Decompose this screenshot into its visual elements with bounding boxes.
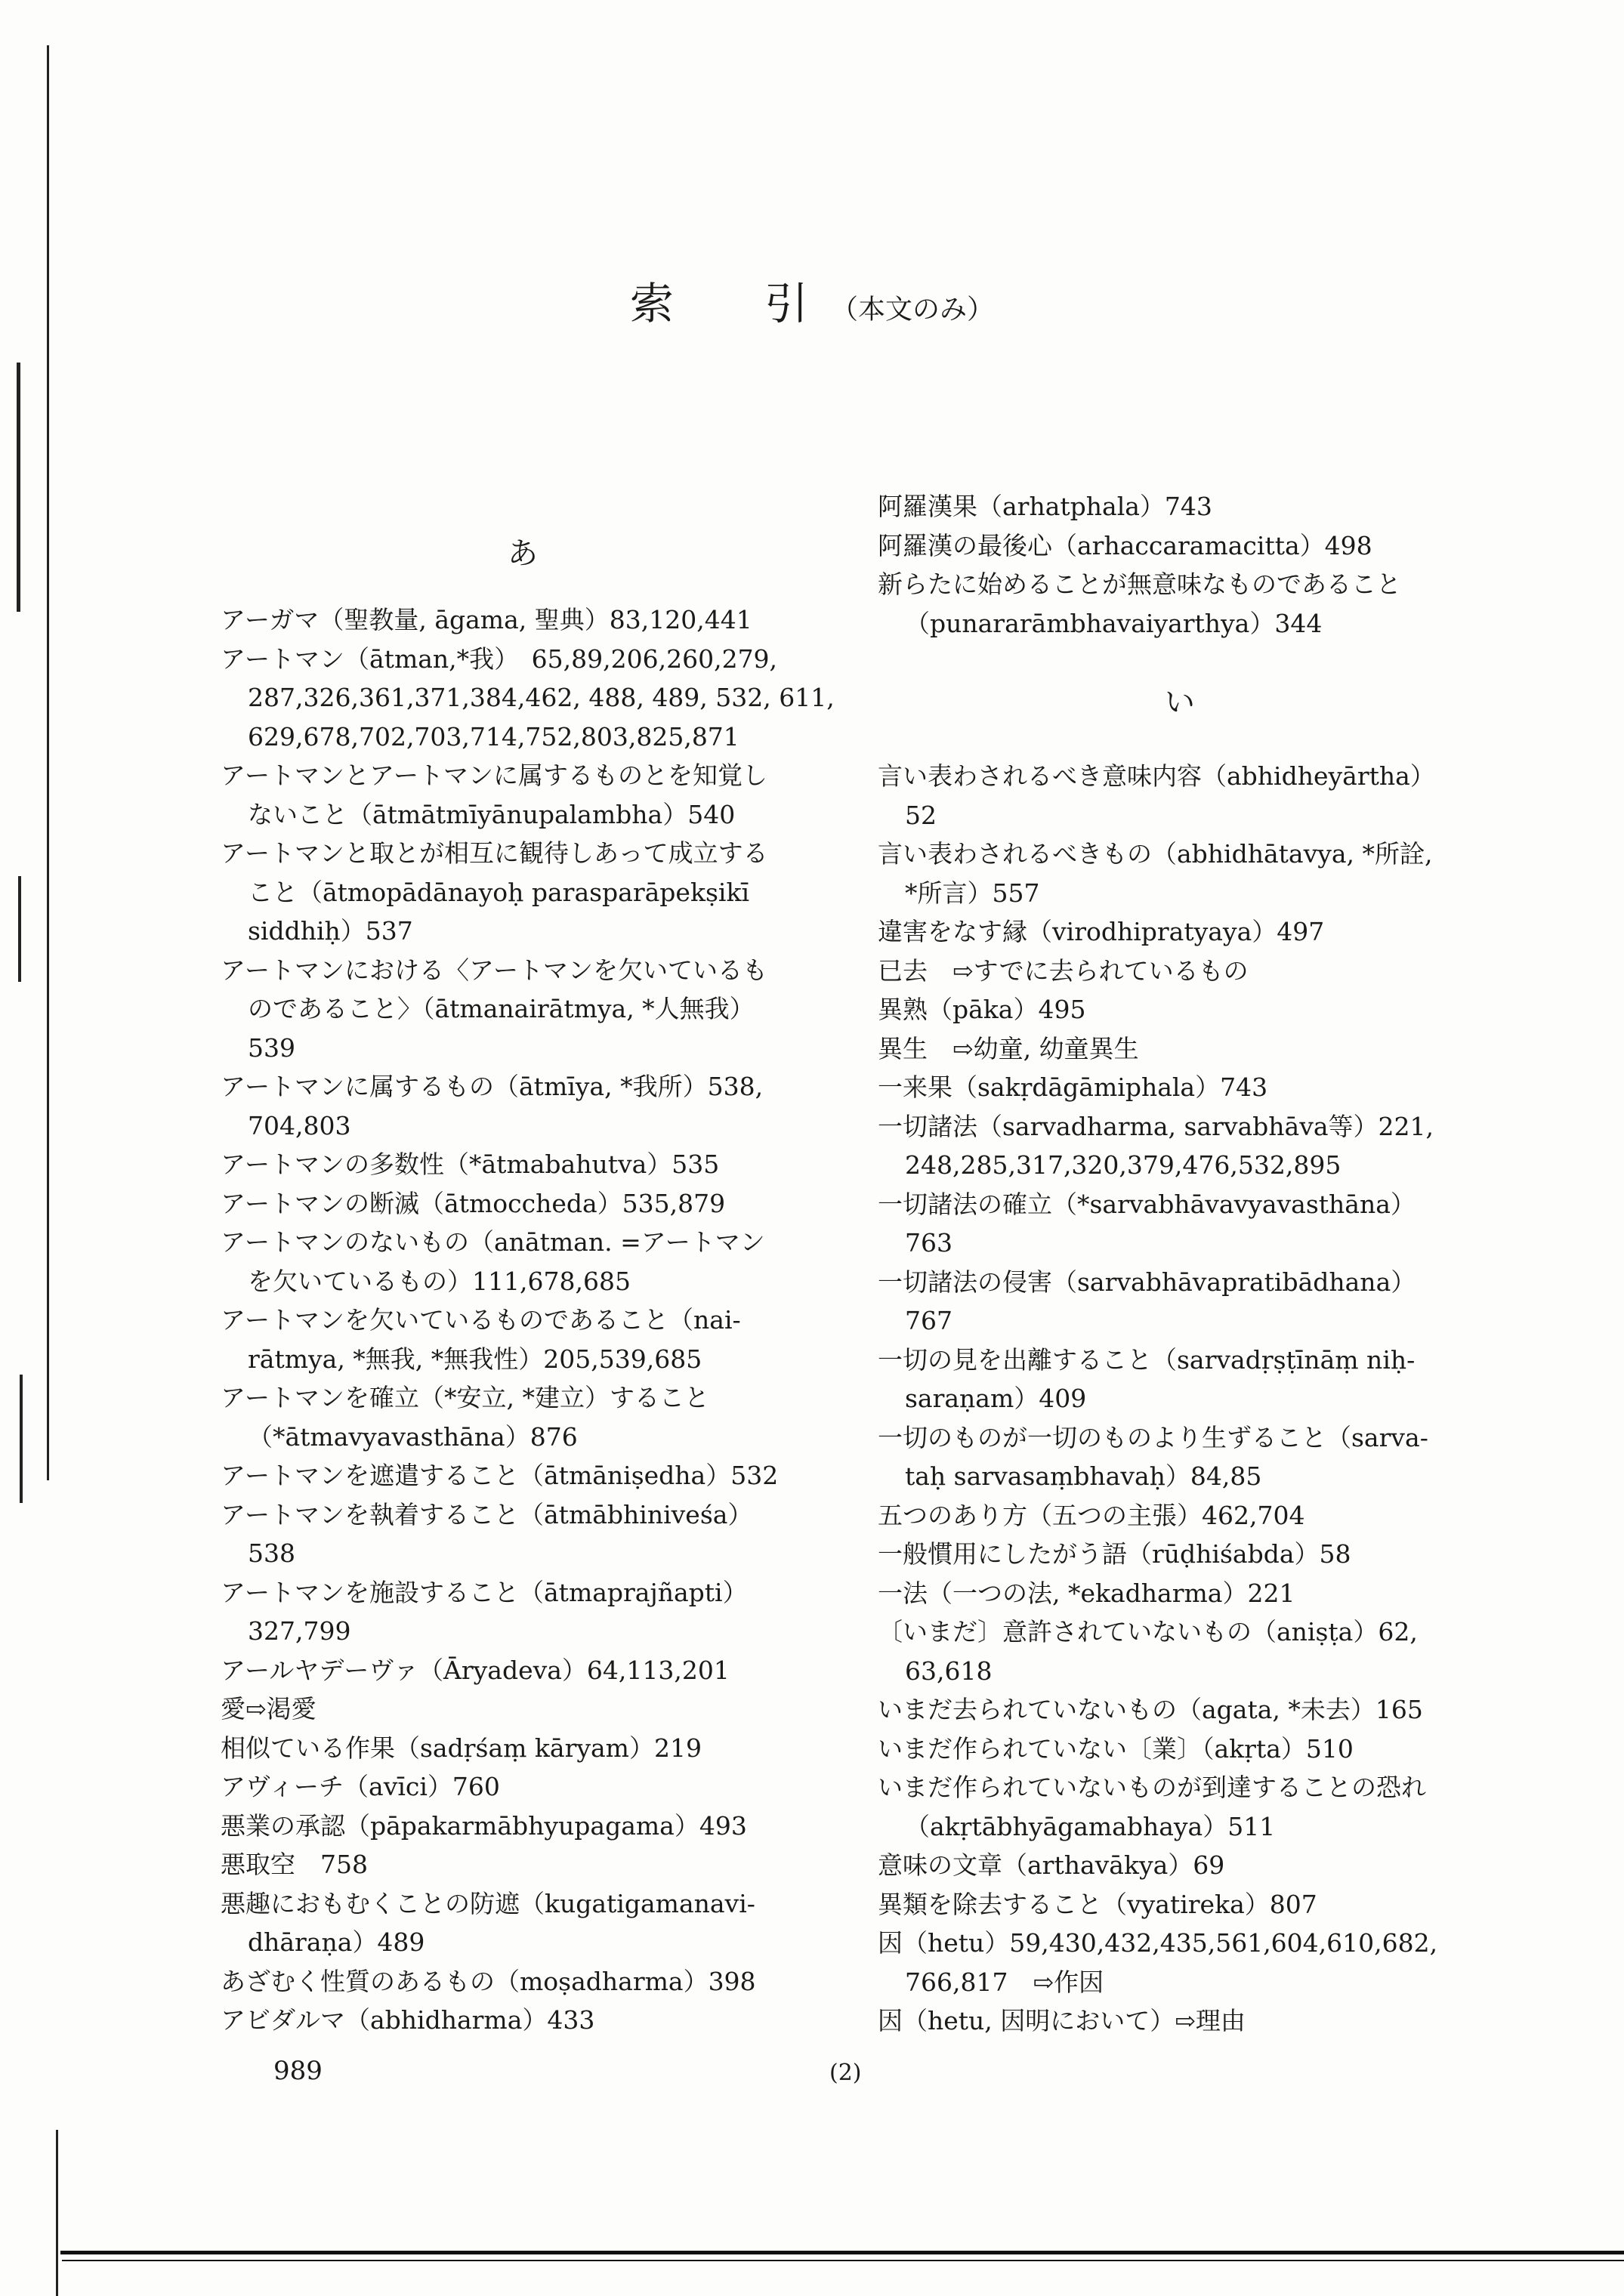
- index-entry: [221, 1378, 709, 1456]
- index-entry-term: アートマンを遮遣すること（ātmāniṣedha）532: [221, 1461, 779, 1490]
- index-entry-term: あざむく性質のあるもの（moṣadharma）398: [221, 1966, 756, 1996]
- index-entry: [878, 757, 1435, 835]
- index-entry-continuation: のであること〉（ātmanairātmya, *人無我）: [248, 994, 755, 1023]
- index-entry-term: 一来果（sakṛdāgāmiphala）743: [878, 1072, 1268, 1102]
- index-entry: [221, 1184, 725, 1224]
- index-entry: [878, 1730, 1354, 1769]
- index-entry: [878, 1029, 1139, 1069]
- index-entry: [221, 951, 767, 1068]
- index-entry-term: 一切諸法の侵害（sarvabhāvapratibādhana）: [878, 1267, 1416, 1297]
- section-number: (2): [829, 2060, 862, 2086]
- index-entry: [878, 1924, 1437, 2001]
- index-entry-term: アートマンを欠いているものであること（nai-: [221, 1305, 741, 1335]
- index-entry: [221, 1845, 368, 1884]
- index-entry-term: 已去 ⇨すでに去られているもの: [878, 955, 1249, 986]
- index-entry: [878, 1068, 1267, 1107]
- index-entry-continuation: 63,618: [905, 1656, 993, 1686]
- index-entry: [878, 990, 1085, 1029]
- index-entry-term: 新らたに始めることが無意味なものであること: [878, 569, 1401, 599]
- index-entry-term: アールヤデーヴァ（Āryadeva）64,113,201: [221, 1655, 730, 1685]
- index-entry-term: 一般慣用にしたがう語（rūḍhiśabda）58: [878, 1539, 1351, 1569]
- index-entry: [221, 1495, 752, 1573]
- index-entry-term: 因（hetu）59,430,432,435,561,604,610,682,: [878, 1928, 1438, 1958]
- index-entry: [878, 1885, 1317, 1924]
- index-entry: [221, 1067, 763, 1145]
- index-entry-term: 因（hetu, 因明において）⇨理由: [878, 2006, 1246, 2035]
- index-entry: [221, 1962, 756, 2001]
- index-entry-continuation: 767: [905, 1306, 952, 1335]
- index-entry-term: 阿羅漢果（arhatphala）743: [878, 492, 1212, 521]
- index-entry-term: アートマンと取とが相互に観待しあって成立する: [221, 838, 768, 868]
- index-entry: [221, 2001, 594, 2040]
- index-entry-term: 言い表わされるべきもの（abhidhātavya, *所詮,: [878, 839, 1433, 869]
- scan-edge-line: [17, 363, 20, 612]
- index-entry: [221, 1884, 755, 1962]
- index-entry-term: いまだ作られていない〔業〕（akṛta）510: [878, 1733, 1354, 1764]
- index-entry-continuation: （*ātmavyavasthāna）876: [248, 1421, 578, 1452]
- index-entry-term: 悪取空 758: [221, 1850, 368, 1879]
- index-entry: [878, 1107, 1434, 1185]
- scan-edge-line: [47, 45, 49, 1480]
- index-entry-continuation: 629,678,702,703,714,752,803,825,871: [248, 721, 739, 751]
- index-entry-continuation: taḥ sarvasaṃbhavaḥ）84,85: [905, 1461, 1262, 1491]
- index-entry-term: 言い表わされるべき意味内容（abhidheyārtha）: [878, 761, 1435, 791]
- index-entry: [878, 835, 1433, 912]
- index-entry-term: アートマンとアートマンに属するものとを知覚し: [221, 761, 768, 790]
- index-entry-term: 〔いまだ〕意許されていないもの（aniṣṭa）62,: [878, 1617, 1418, 1646]
- index-entry-term: 五つのあり方（五つの主張）462,704: [878, 1500, 1305, 1530]
- index-entry-term: アートマンにおける〈アートマンを欠いているも: [221, 955, 768, 985]
- page-number: 989: [273, 2056, 323, 2086]
- index-entry-term: 異熟（pāka）495: [878, 995, 1086, 1024]
- index-entry-term: 一切諸法（sarvadharma, sarvabhāva等）221,: [878, 1111, 1434, 1141]
- index-entry: [878, 1418, 1428, 1496]
- page-title: [0, 268, 1624, 332]
- index-entry-continuation: rātmya, *無我, *無我性）205,539,685: [248, 1344, 702, 1374]
- index-entry-term: アートマンに属するもの（ātmīya, *我所）538,: [221, 1072, 764, 1101]
- index-entry-continuation: 538: [248, 1538, 295, 1568]
- scan-edge-line: [18, 876, 21, 982]
- index-entry-term: 相似ている作果（sadṛśaṃ kāryam）219: [221, 1733, 702, 1763]
- index-entry-term: 一切諸法の確立（*sarvabhāvavyavasthāna）: [878, 1189, 1416, 1219]
- index-entry-term: 異類を除去すること（vyatireka）807: [878, 1889, 1317, 1919]
- kana-heading-a: あ: [508, 536, 538, 571]
- index-entry: [878, 1574, 1295, 1613]
- index-entry: [221, 1767, 500, 1807]
- index-entry-term: アートマンのないもの（anātman. =アートマン: [221, 1227, 765, 1257]
- scan-edge-line: [20, 1375, 23, 1503]
- scan-bottom-line: [62, 2260, 1624, 2261]
- index-entry: [221, 756, 767, 834]
- title-subtitle: （本文のみ）: [831, 294, 995, 326]
- index-entry: [221, 1807, 747, 1846]
- index-entry-term: いまだ去られていないもの（agata, *未去）165: [878, 1695, 1423, 1724]
- index-entry-term: 一法（一つの法, *ekadharma）221: [878, 1578, 1295, 1608]
- index-entry: [878, 1535, 1351, 1574]
- index-entry-term: 一切のものが一切のものより生ずること（sarva-: [878, 1422, 1428, 1452]
- index-entry-term: いまだ作られていないものが到達することの恐れ: [878, 1773, 1426, 1802]
- index-entry: [221, 1651, 730, 1690]
- index-entry-continuation: siddhiḥ）537: [248, 916, 413, 946]
- scan-edge-line: [56, 2130, 58, 2296]
- index-entry: [221, 1301, 741, 1378]
- index-entry-continuation: （punararāmbhavaiyarthya）344: [905, 608, 1323, 638]
- kana-heading-i: い: [1165, 685, 1195, 720]
- index-entry-term: アートマンを確立（*安立, *建立）すること: [221, 1383, 709, 1412]
- index-entry-term: アートマンの断滅（ātmoccheda）535,879: [221, 1188, 726, 1218]
- index-entry-term: アヴィーチ（avīci）760: [221, 1772, 500, 1801]
- index-entry: [221, 1573, 748, 1651]
- index-entry: [221, 640, 835, 757]
- index-entry: [221, 600, 752, 640]
- index-entry-continuation: saraṇam）409: [905, 1384, 1087, 1413]
- index-entry: [878, 912, 1324, 952]
- index-entry: [878, 952, 1249, 991]
- index-entry-continuation: を欠いているもの）111,678,685: [248, 1266, 631, 1296]
- index-entry: [878, 526, 1372, 566]
- index-entry: [221, 1223, 765, 1301]
- index-entry-term: 悪趣におもむくことの防遮（kugatigamanavi-: [221, 1888, 755, 1918]
- index-entry-term: アビダルマ（abhidharma）433: [221, 2005, 595, 2035]
- index-entry-continuation: ないこと（ātmātmīyānupalambha）540: [248, 799, 736, 829]
- index-entry: [878, 1690, 1423, 1730]
- index-entry-continuation: dhāraṇa）489: [248, 1927, 425, 1957]
- index-entry-term: 悪業の承認（pāpakarmābhyupagama）493: [221, 1810, 747, 1841]
- index-entry-continuation: こと（ātmopādānayoḥ parasparāpekṣikī: [248, 877, 749, 907]
- index-entry-continuation: 248,285,317,320,379,476,532,895: [905, 1150, 1341, 1180]
- scan-bottom-line: [60, 2251, 1624, 2254]
- index-entry-continuation: 766,817 ⇨作因: [905, 1967, 1104, 1997]
- title-char-1: 索: [629, 278, 674, 329]
- index-entry-term: アートマンを施設すること（ātmaprajñapti）: [221, 1577, 748, 1607]
- index-entry-term: 異生 ⇨幼童, 幼童異生: [878, 1033, 1139, 1063]
- index-entry-term: 違害をなす縁（virodhipratyaya）497: [878, 917, 1325, 946]
- index-entry-term: アートマンの多数性（*ātmabahutva）535: [221, 1150, 720, 1179]
- index-entry: [221, 1456, 778, 1495]
- index-entry: [221, 1690, 316, 1729]
- index-entry: [878, 565, 1401, 643]
- index-entry-term: アートマン（ātman,*我） 65,89,206,260,279,: [221, 643, 778, 674]
- index-entry: [878, 1341, 1415, 1418]
- index-entry-continuation: 539: [248, 1032, 295, 1063]
- index-entry: [878, 1612, 1418, 1690]
- index-entry: [221, 834, 768, 951]
- index-entry-continuation: （akṛtābhyāgamabhaya）511: [905, 1811, 1276, 1841]
- index-entry: [878, 487, 1212, 526]
- index-entry-continuation: 287,326,361,371,384,462, 488, 489, 532, 611,: [248, 683, 835, 712]
- index-entry-continuation: 327,799: [248, 1616, 351, 1646]
- index-entry: [878, 1768, 1426, 1846]
- index-entry-term: 意味の文章（arthavākya）69: [878, 1850, 1225, 1880]
- index-entry-continuation: *所言）557: [905, 878, 1040, 908]
- index-entry: [878, 1846, 1224, 1885]
- index-entry-continuation: 52: [905, 800, 937, 830]
- title-char-2: 引: [764, 278, 808, 329]
- index-entry: [221, 1729, 702, 1768]
- index-entry-continuation: 704,803: [248, 1110, 351, 1140]
- index-entry-term: 一切の見を出離すること（sarvadṛṣṭīnāṃ niḥ-: [878, 1344, 1416, 1375]
- index-entry-term: アートマンを執着すること（ātmābhiniveśa）: [221, 1499, 753, 1529]
- index-entry: [878, 1263, 1416, 1341]
- index-entry: [221, 1145, 719, 1184]
- index-entry-term: 愛⇨渇愛: [221, 1694, 316, 1724]
- index-entry: [878, 1185, 1416, 1263]
- index-entry: [878, 1496, 1304, 1535]
- index-entry-term: 阿羅漢の最後心（arhaccaramacitta）498: [878, 530, 1372, 560]
- index-entry-continuation: 763: [905, 1228, 952, 1258]
- index-entry: [878, 2001, 1246, 2041]
- index-entry-term: アーガマ（聖教量, āgama, 聖典）83,120,441: [221, 605, 752, 634]
